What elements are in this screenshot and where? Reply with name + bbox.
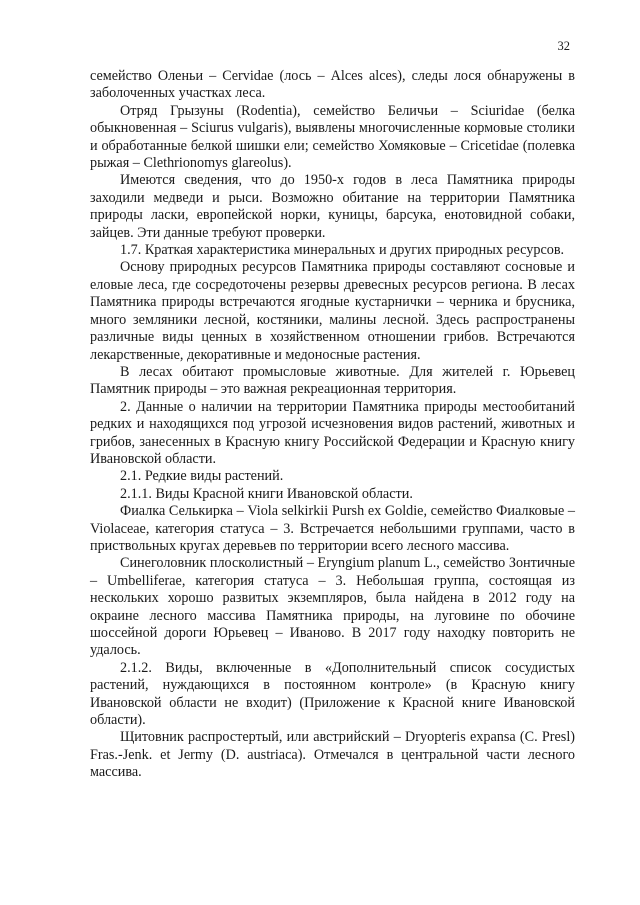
- section-heading-2-1: 2.1. Редкие виды растений.: [120, 468, 284, 485]
- paragraph-1: семейство Оленьи – Cervidae (лось – Alces alces), следы лося обнаружены в заболоченных участках леса.: [90, 68, 575, 102]
- paragraph-6: В лесах обитают промысловые животные. Для жителей г. Юрьевец Памятник природы – это важная рекреационная территория.: [90, 363, 575, 398]
- section-heading-2-1-1: 2.1.1. Виды Красной книги Ивановской области.: [120, 485, 413, 502]
- paragraph-dryopteris: Щитовник распростертый, или австрийский – Dryopteris expansa (C. Presl) Fras.-Jenk. et Jermy (D. austriaca). Отмечался в центральной части лесного массива.: [90, 729, 575, 781]
- paragraph-5: Основу природных ресурсов Памятника природы составляют сосновые и еловые леса, где сосредоточены резервы древесных ресурсов региона. В лесах Памятника природы встречаются ягодные кустарнички – черника и брусника, много земляники лесной, костяники, малины лесной. Здесь распространены различные виды ценных в хозяйственном отношении грибов. Встречаются лекарственные, декоративные и медоносные растения.: [90, 259, 575, 363]
- document-body: [90, 68, 575, 782]
- section-heading-2: 2. Данные о наличии на территории Памятника природы местообитаний редких и находящихся под угрозой исчезновения видов растений, животных и грибов, занесенных в Красную книгу Российской Федерации и Красную книгу Ивановской области.: [90, 398, 575, 467]
- section-heading-1-7: 1.7. Краткая характеристика минеральных и других природных ресурсов.: [120, 242, 565, 259]
- paragraph-viola: Фиалка Селькирка – Viola selkirkii Pursh ex Goldie, семейство Фиалковые – Violaceae, категория статуса – 3. Встречается небольшими группами, часто в приствольных кругах деревьев по территории всего лесного массива.: [90, 503, 575, 554]
- paragraph-eryngium: Синеголовник плосколистный – Eryngium planum L., семейство Зонтичные – Umbelliferae, категория статуса – 3. Небольшая группа, состоящая из нескольких хорошо развитых экземпляров, была найдена в 2012 году на окраине лесного массива Памятника природы, на луговине по обочине шоссейной дороги Юрьевец – Иваново. В 2017 году находку повторить не удалось.: [90, 555, 575, 659]
- page-number: 32: [557, 39, 570, 53]
- paragraph-3: Имеются сведения, что до 1950-х годов в леса Памятника природы заходили медведи и рыси. Возможно обитание на территории Памятника природы ласки, европейской норки, куницы, барсука, енотовидной собаки, зайцев. Эти данные требуют проверки.: [90, 172, 575, 241]
- paragraph-2: Отряд Грызуны (Rodentia), семейство Беличьи – Sciuridae (белка обыкновенная – Sciurus vulgaris), выявлены многочисленные кормовые столики и обработанные белкой шишки ели; семейство Хомяковые – Cricetidae (полевка рыжая – Clethrionomys glareolus).: [90, 102, 575, 172]
- section-heading-2-1-2: 2.1.2. Виды, включенные в «Дополнительный список сосудистых растений, нуждающихся в постоянном контроле» (в Красную книгу Ивановской области не входит) (Приложение к Красной книге Ивановской области).: [90, 659, 575, 729]
